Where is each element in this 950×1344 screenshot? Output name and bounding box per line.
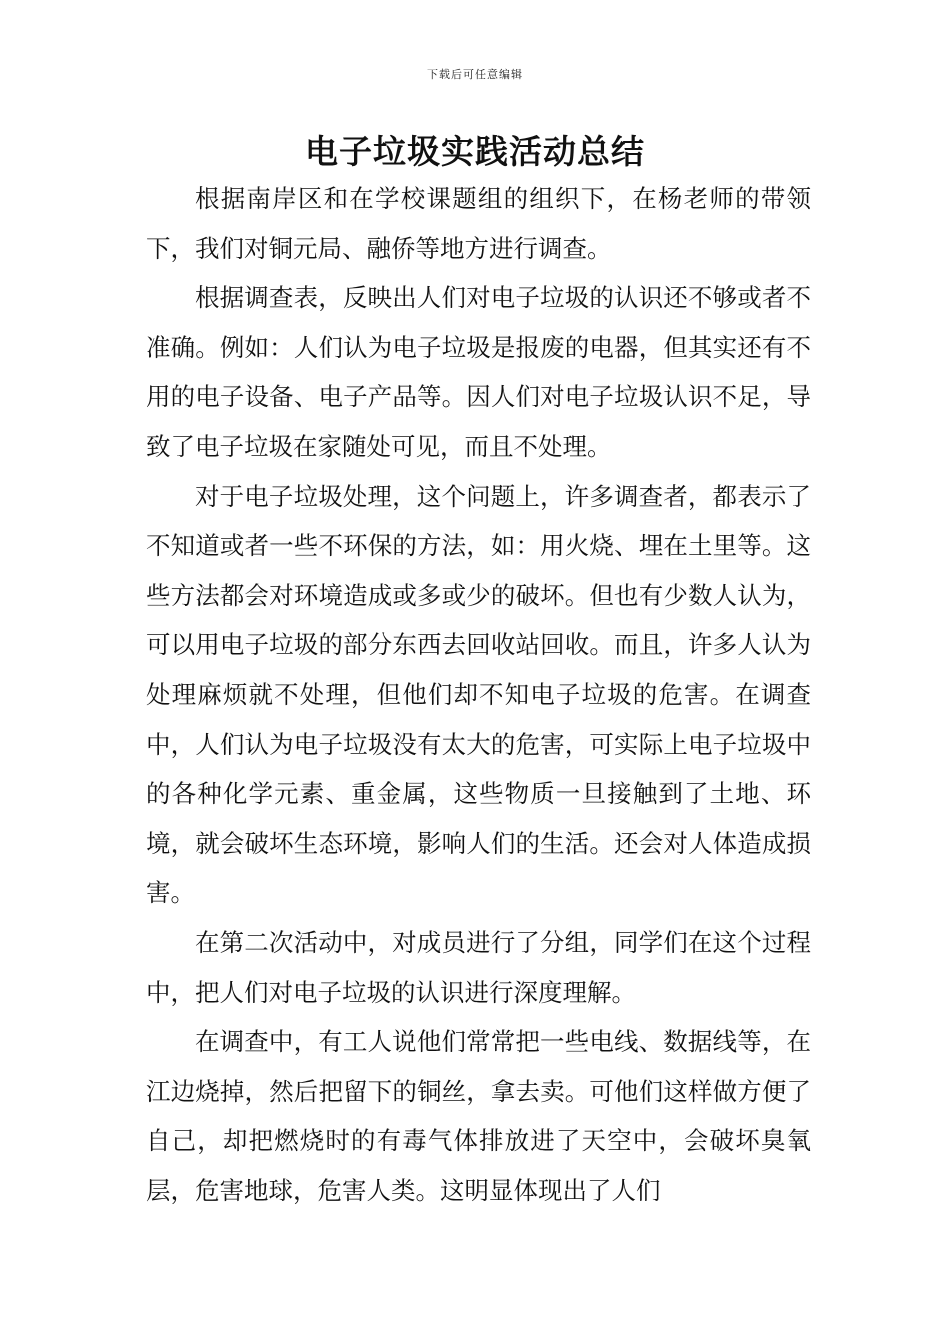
paragraph-4: 在第二次活动中，对成员进行了分组，同学们在这个过程中，把人们对电子垃圾的认识进行深度理解。: [146, 927, 811, 1007]
paragraph-3: 对于电子垃圾处理，这个问题上，许多调查者，都表示了不知道或者一些不环保的方法，如：用火烧、埋在土里等。这些方法都会对环境造成或多或少的破坏。但也有少数人认为，可以用电子垃圾的部分东西去回收站回收。而且，许多人认为处理麻烦就不处理，但他们却不知电子垃圾的危害。在调查中，人们认为电子垃圾没有太大的危害，可实际上电子垃圾中的各种化学元素、重金属，这些物质一旦接触到了土地、环境，就会破坏生态环境，影响人们的生活。还会对人体造成损害。: [146, 481, 811, 908]
header-note: 下载后可任意编辑: [427, 68, 523, 81]
paragraph-2: 根据调查表，反映出人们对电子垃圾的认识还不够或者不准确。例如：人们认为电子垃圾是报废的电器，但其实还有不用的电子设备、电子产品等。因人们对电子垃圾认识不足，导致了电子垃圾在家随处可见，而且不处理。: [146, 283, 811, 461]
document-body: [146, 174, 811, 1215]
paragraph-5: 在调查中，有工人说他们常常把一些电线、数据线等，在江边烧掉，然后把留下的铜丝，拿去卖。可他们这样做方便了自己，却把燃烧时的有毒气体排放进了天空中，会破坏臭氧层，危害地球，危害人类。这明显体现出了人们: [146, 1027, 811, 1205]
paragraph-1: 根据南岸区和在学校课题组的组织下，在杨老师的带领下，我们对铜元局、融侨等地方进行调查。: [146, 184, 811, 263]
document-title: 电子垃圾实践活动总结: [305, 132, 645, 171]
